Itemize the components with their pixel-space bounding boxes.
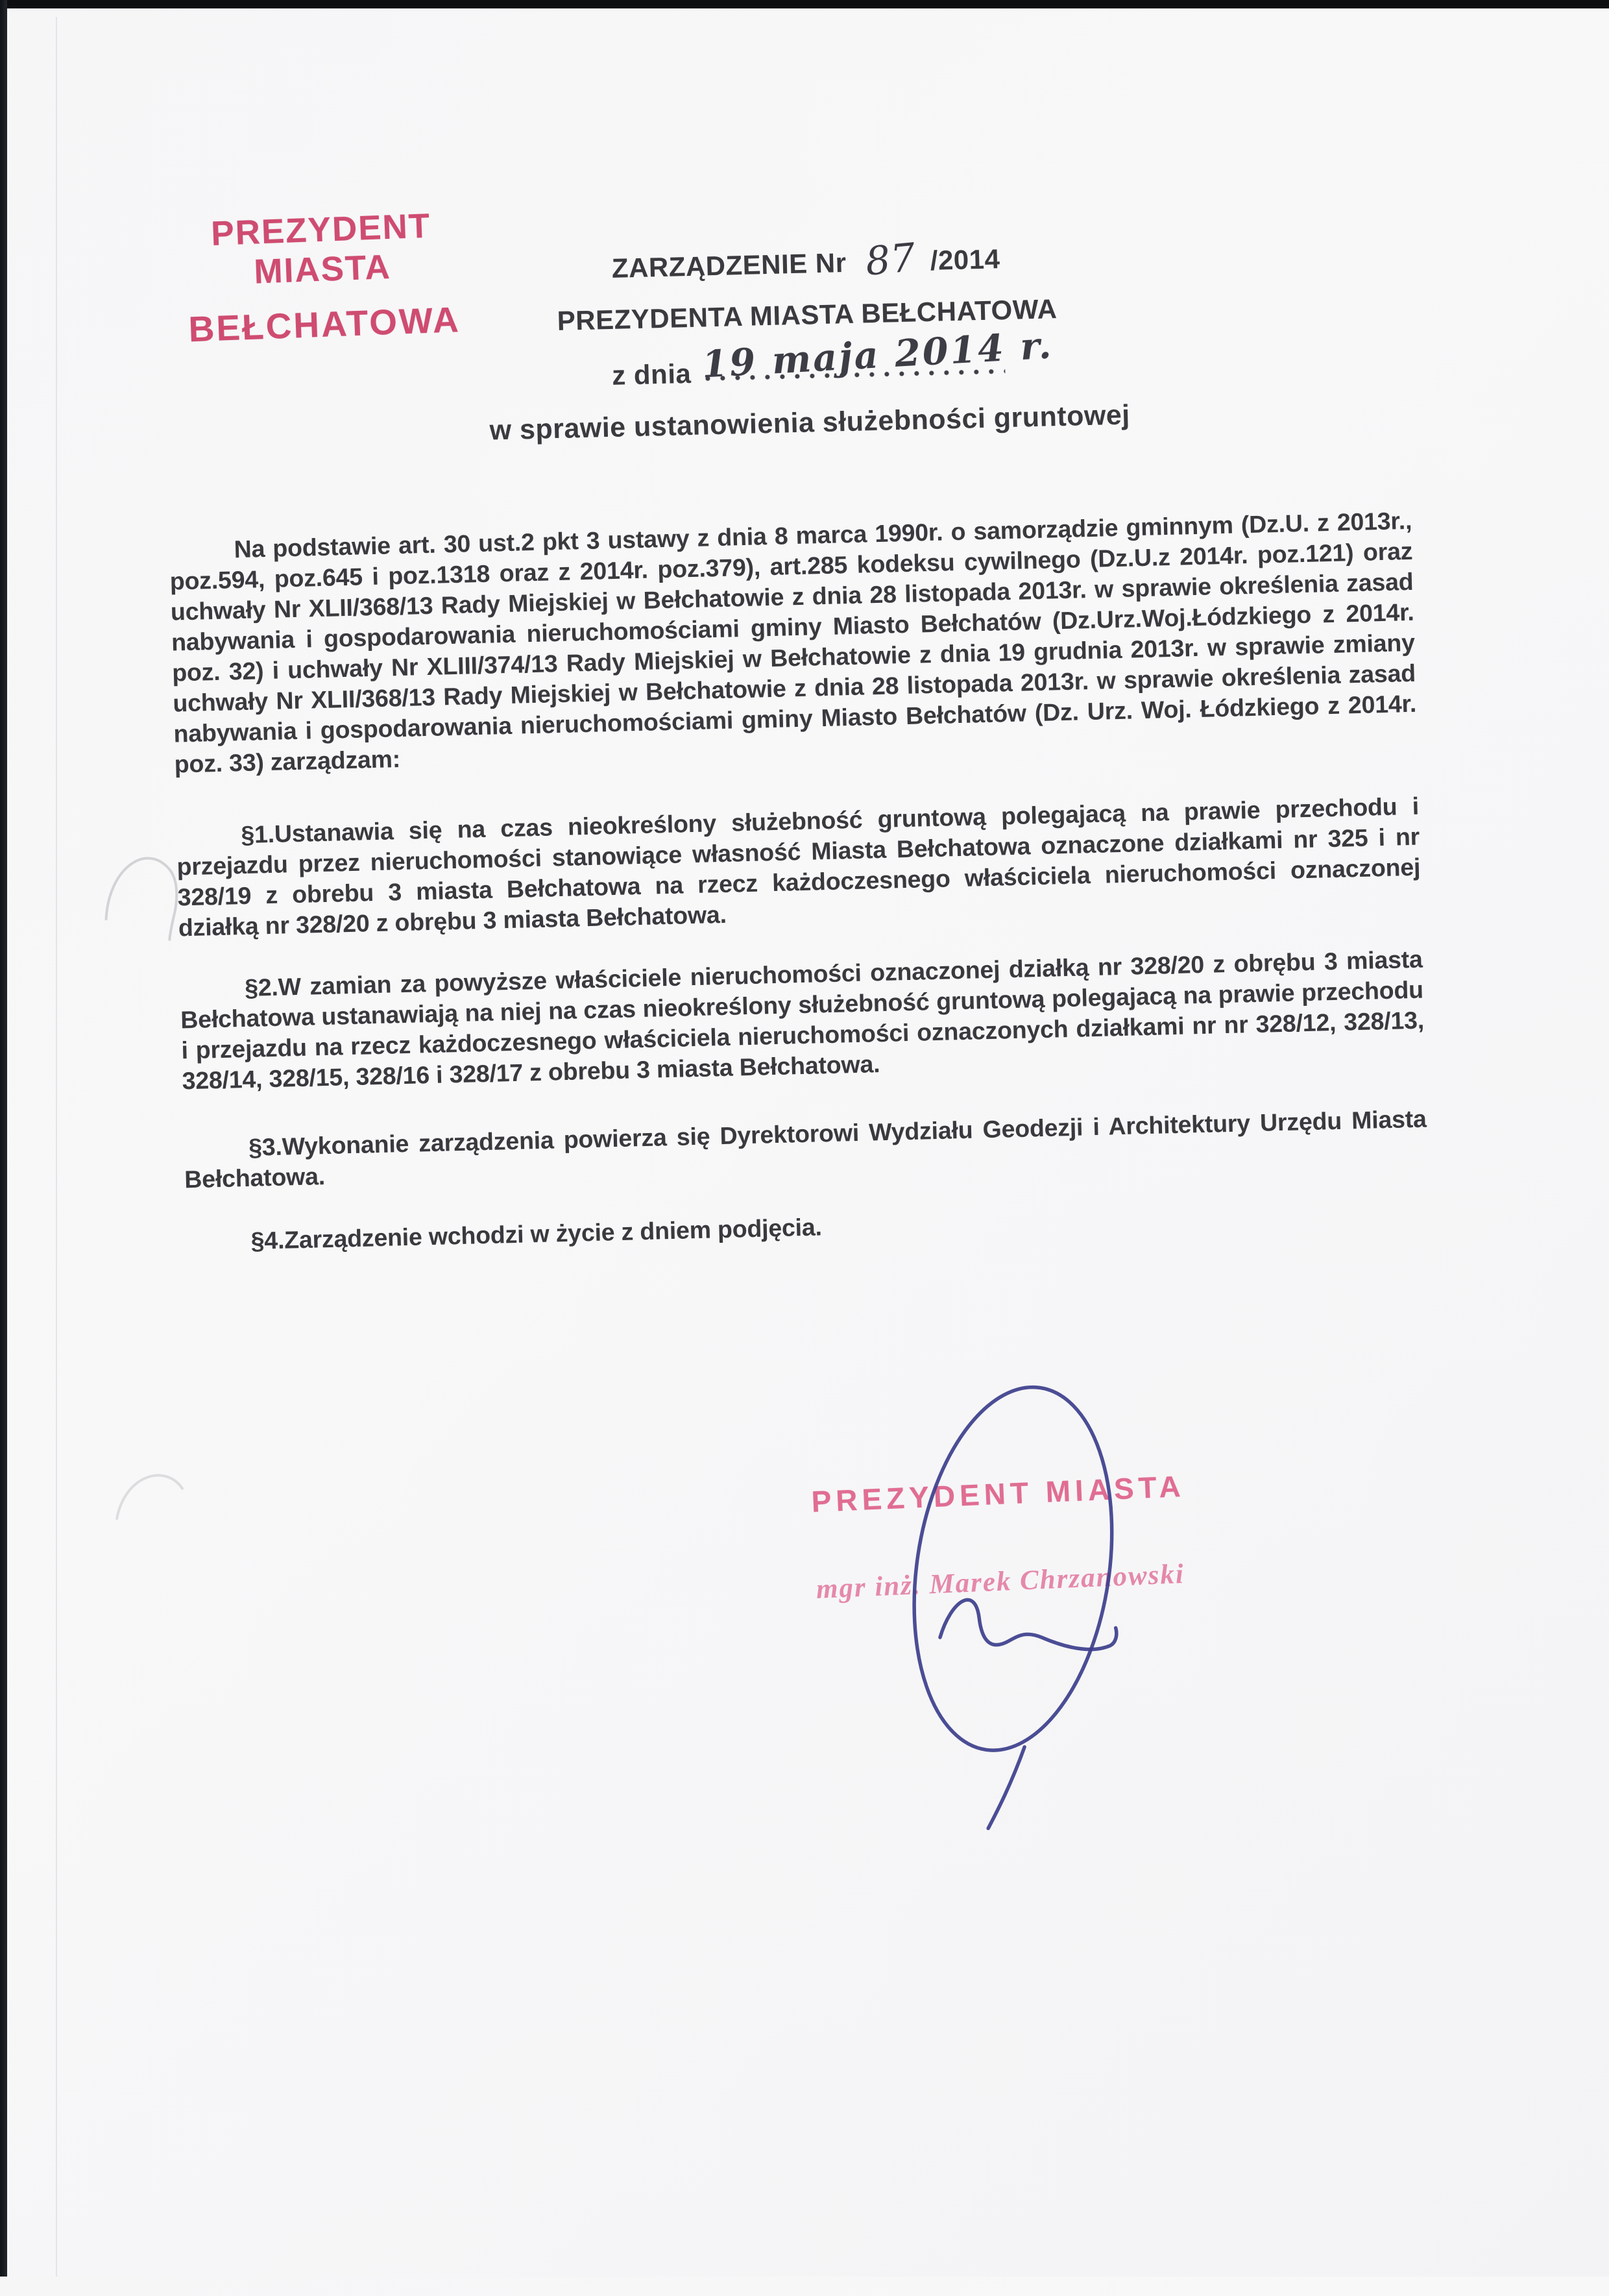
pencil-mark-top — [90, 838, 190, 951]
title-block — [461, 229, 1154, 448]
office-stamp-line1: PREZYDENT MIASTA — [210, 206, 432, 291]
date-prefix: z dnia — [611, 358, 692, 391]
office-stamp-line2: BEŁCHATOWA — [188, 299, 461, 350]
order-year: /2014 — [930, 243, 1000, 276]
date-handwritten: 19 maja 2014 r. — [701, 323, 1054, 387]
signature-stamp-name: mgr inż. Marek Chrzanowski — [816, 1558, 1185, 1605]
order-label: ZARZĄDZENIE Nr — [611, 247, 847, 284]
section-1-paragraph: §1.Ustanawia się na czas nieokreślony służebność gruntową polegajacą na prawie przechodu i przejazdu przez nieruchomości stanowiące własność Miasta Bełchatowa oznaczone działkami nr 325 i nr 328/19 z obrebu 3 miasta Bełchatowa na rzecz każdoczesnego właściciela nieruchomości oznaczonej działką nr 328/20 z obrębu 3 miasta Bełchatowa. — [176, 792, 1421, 942]
office-stamp — [166, 204, 479, 350]
section-2-paragraph: §2.W zamian za powyższe właściciele nieruchomości oznaczonej działką nr 328/20 z obrębu 3 miasta Bełchatowa ustanawiają na niej na czas nieokreślony służebność gruntową polegajacą na prawie przechodu i przejazdu na rzecz każdoczesnego właściciela nieruchomości oznaczonych działkami nr nr 328/12, 328/13, 328/14, 328/15, 328/16 i 328/17 z obrebu 3 miasta Bełchatowa. — [180, 945, 1425, 1095]
document-body — [169, 506, 1429, 1258]
legal-basis-paragraph: Na podstawie art. 30 ust.2 pkt 3 ustawy z dnia 8 marca 1990r. o samorządzie gminnym (Dz.U. z 2013r., poz.594, poz.645 i poz.1318 oraz z 2014r. poz.379), art.285 kodeksu cywilnego (Dz.U.z 2014r. poz.121) oraz uchwały Nr XLII/368/13 Rady Miejskiej w Bełchatowie z dnia 28 listopada 2013r. w sprawie określenia zasad nabywania i gospodarowania nieruchomościami gminy Miasto Bełchatów (Dz.Urz.Woj.Łódzkiego z 2014r. poz. 32) i uchwały Nr XLIII/374/13 Rady Miejskiej w Bełchatowie z dnia 19 grudnia 2013r. w sprawie zmiany uchwały Nr XLII/368/13 Rady Miejskiej w Bełchatowie z dnia 28 listopada 2013r. w sprawie określenia zasad nabywania i gospodarowania nieruchomościami gminy Miasto Bełchatów (Dz. Urz. Woj. Łódzkiego z 2014r. poz. 33) zarządzam: — [169, 506, 1417, 778]
order-number-handwritten: 87 — [864, 234, 918, 285]
issuer-line: PREZYDENTA MIASTA BEŁCHATOWA — [557, 293, 1058, 336]
section-4-paragraph: §4.Zarządzenie wchodzi w życie z dniem podjęcia. — [250, 1213, 823, 1254]
pencil-mark-bottom — [105, 1457, 204, 1531]
section-3-paragraph: §3.Wykonanie zarządzenia powierza się Dyrektorowi Wydziału Geodezji i Architektury Urzędu Miasta Bełchatowa. — [184, 1105, 1427, 1193]
date-dotted-line — [699, 323, 1054, 387]
order-title-line — [461, 229, 1150, 291]
signature-stamp-title: PREZYDENT MIASTA — [810, 1469, 1186, 1519]
date-line — [465, 323, 1153, 397]
handwritten-signature — [849, 1341, 1198, 1842]
subject-line: w sprawie ustanowienia służebności gruntowej — [489, 399, 1131, 446]
